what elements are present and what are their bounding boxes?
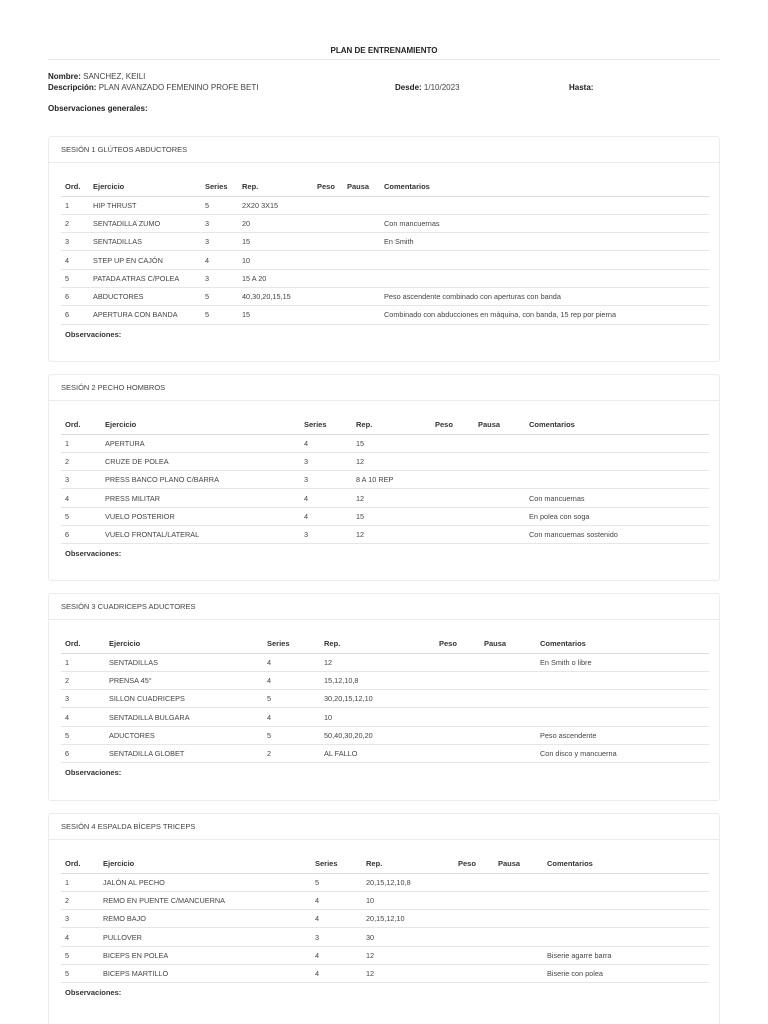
cell-rep: 12 (320, 653, 435, 671)
col-comentarios: Comentarios (380, 177, 709, 196)
cell-rep: 15 (352, 434, 431, 452)
cell-peso (313, 196, 343, 214)
table-header-row (61, 634, 709, 653)
session-rows (61, 196, 709, 324)
cell-ejercicio: APERTURA (101, 434, 300, 452)
cell-pausa (343, 214, 380, 232)
cell-pausa (343, 269, 380, 287)
session-card-3 (48, 593, 720, 801)
cell-pausa (494, 873, 543, 891)
cell-pausa (480, 653, 536, 671)
cell-peso (313, 287, 343, 305)
cell-comentarios (543, 928, 709, 946)
cell-pausa (494, 910, 543, 928)
cell-rep: 10 (362, 891, 454, 909)
col-rep: Rep. (352, 415, 431, 434)
table-row (61, 196, 709, 214)
cell-ord: 2 (61, 671, 105, 689)
cell-peso (454, 964, 494, 982)
cell-ejercicio: JALÓN AL PECHO (99, 873, 311, 891)
cell-series: 5 (263, 690, 320, 708)
desde-value: 1/10/2023 (423, 83, 460, 92)
session-table (61, 415, 709, 544)
cell-rep: 50,40,30,20,20 (320, 726, 435, 744)
session-card-1 (48, 136, 720, 362)
table-header-row (61, 854, 709, 873)
cell-rep: 20,15,12,10 (362, 910, 454, 928)
session-title: SESIÓN 4 ESPALDA BÍCEPS TRICEPS (49, 814, 719, 840)
cell-pausa (474, 507, 525, 525)
cell-ejercicio: BICEPS MARTILLO (99, 964, 311, 982)
col-rep: Rep. (362, 854, 454, 873)
cell-ord: 2 (61, 214, 89, 232)
cell-rep: 30,20,15,12,10 (320, 690, 435, 708)
session-card-2 (48, 374, 720, 581)
cell-ord: 6 (61, 525, 101, 543)
cell-series: 4 (300, 489, 352, 507)
cell-peso (313, 233, 343, 251)
cell-peso (454, 928, 494, 946)
cell-ejercicio: PRENSA 45° (105, 671, 263, 689)
cell-rep: 15 (352, 507, 431, 525)
table-row (61, 269, 709, 287)
cell-comentarios: En Smith (380, 233, 709, 251)
cell-pausa (480, 744, 536, 762)
cell-comentarios: Con mancuernas sostenido (525, 525, 709, 543)
page-title: PLAN DE ENTRENAMIENTO (330, 46, 438, 55)
cell-pausa (480, 708, 536, 726)
cell-comentarios (380, 251, 709, 269)
col-peso: Peso (454, 854, 494, 873)
cell-pausa (480, 726, 536, 744)
cell-ord: 3 (61, 690, 105, 708)
cell-peso (435, 708, 480, 726)
cell-comentarios (525, 452, 709, 470)
cell-comentarios: Biserie agarre barra (543, 946, 709, 964)
cell-ejercicio: CRUZE DE POLEA (101, 452, 300, 470)
table-row (61, 525, 709, 543)
table-row (61, 744, 709, 762)
cell-ejercicio: SENTADILLA ZUMO (89, 214, 201, 232)
cell-ejercicio: SENTADILLAS (89, 233, 201, 251)
cell-comentarios: En Smith o libre (536, 653, 709, 671)
col-ejercicio: Ejercicio (101, 415, 300, 434)
table-row (61, 452, 709, 470)
cell-series: 4 (263, 708, 320, 726)
session-table (61, 634, 709, 763)
cell-ejercicio: REMO BAJO (99, 910, 311, 928)
cell-rep: 10 (320, 708, 435, 726)
table-row (61, 306, 709, 324)
table-header-row (61, 177, 709, 196)
cell-peso (431, 471, 474, 489)
col-rep: Rep. (320, 634, 435, 653)
col-series: Series (311, 854, 362, 873)
cell-peso (435, 744, 480, 762)
cell-comentarios (380, 269, 709, 287)
cell-ord: 5 (61, 269, 89, 287)
session-table (61, 177, 709, 325)
table-row (61, 964, 709, 982)
col-pausa: Pausa (494, 854, 543, 873)
col-ord: Ord. (61, 415, 101, 434)
cell-comentarios: En polea con soga (525, 507, 709, 525)
cell-series: 3 (201, 269, 238, 287)
cell-ord: 1 (61, 196, 89, 214)
cell-series: 4 (300, 434, 352, 452)
cell-pausa (343, 251, 380, 269)
cell-rep: 12 (362, 946, 454, 964)
cell-peso (313, 214, 343, 232)
cell-ejercicio: VUELO FRONTAL/LATERAL (101, 525, 300, 543)
table-row (61, 214, 709, 232)
cell-series: 5 (263, 726, 320, 744)
cell-ejercicio: BICEPS EN POLEA (99, 946, 311, 964)
cell-pausa (494, 946, 543, 964)
cell-peso (431, 434, 474, 452)
col-rep: Rep. (238, 177, 313, 196)
cell-ejercicio: ADUCTORES (105, 726, 263, 744)
cell-rep: 15 (238, 306, 313, 324)
cell-ord: 5 (61, 507, 101, 525)
cell-rep: 15 (238, 233, 313, 251)
cell-ord: 5 (61, 726, 105, 744)
table-row (61, 471, 709, 489)
cell-ord: 5 (61, 964, 99, 982)
cell-series: 4 (311, 964, 362, 982)
cell-comentarios (536, 690, 709, 708)
cell-pausa (343, 306, 380, 324)
table-row (61, 489, 709, 507)
cell-comentarios (536, 708, 709, 726)
cell-ord: 3 (61, 910, 99, 928)
cell-peso (431, 507, 474, 525)
col-peso: Peso (431, 415, 474, 434)
cell-ejercicio: PATADA ATRAS C/POLEA (89, 269, 201, 287)
cell-rep: AL FALLO (320, 744, 435, 762)
cell-peso (454, 873, 494, 891)
table-header-row (61, 415, 709, 434)
col-ejercicio: Ejercicio (99, 854, 311, 873)
session-rows (61, 873, 709, 983)
cell-ord: 2 (61, 891, 99, 909)
cell-peso (431, 525, 474, 543)
cell-series: 3 (311, 928, 362, 946)
observaciones-generales (48, 104, 148, 113)
cell-comentarios (543, 873, 709, 891)
cell-rep: 12 (352, 525, 431, 543)
session-rows (61, 653, 709, 763)
col-pausa: Pausa (474, 415, 525, 434)
cell-ord: 1 (61, 873, 99, 891)
cell-peso (435, 671, 480, 689)
table-row (61, 287, 709, 305)
table-row (61, 726, 709, 744)
col-comentarios: Comentarios (536, 634, 709, 653)
cell-peso (313, 269, 343, 287)
cell-comentarios: Biserie con polea (543, 964, 709, 982)
table-row (61, 891, 709, 909)
col-peso: Peso (313, 177, 343, 196)
cell-ejercicio: SILLON CUADRICEPS (105, 690, 263, 708)
cell-comentarios: Combinado con abducciones en máquina, con banda, 15 rep por pierna (380, 306, 709, 324)
cell-series: 5 (201, 306, 238, 324)
cell-comentarios: Peso ascendente combinado con aperturas con banda (380, 287, 709, 305)
col-comentarios: Comentarios (525, 415, 709, 434)
col-ejercicio: Ejercicio (105, 634, 263, 653)
cell-ord: 4 (61, 251, 89, 269)
cell-series: 4 (300, 507, 352, 525)
cell-rep: 15 A 20 (238, 269, 313, 287)
cell-ejercicio: VUELO POSTERIOR (101, 507, 300, 525)
cell-series: 4 (311, 946, 362, 964)
col-pausa: Pausa (480, 634, 536, 653)
cell-ord: 6 (61, 287, 89, 305)
cell-ord: 3 (61, 471, 101, 489)
col-ord: Ord. (61, 177, 89, 196)
col-peso: Peso (435, 634, 480, 653)
cell-series: 4 (263, 653, 320, 671)
cell-series: 4 (311, 910, 362, 928)
cell-rep: 2X20 3X15 (238, 196, 313, 214)
cell-series: 3 (300, 525, 352, 543)
col-ord: Ord. (61, 634, 105, 653)
cell-peso (454, 891, 494, 909)
cell-ejercicio: REMO EN PUENTE C/MANCUERNA (99, 891, 311, 909)
cell-ejercicio: ABDUCTORES (89, 287, 201, 305)
cell-series: 3 (201, 233, 238, 251)
session-title: SESIÓN 2 PECHO HOMBROS (49, 375, 719, 401)
cell-series: 5 (201, 196, 238, 214)
table-row (61, 690, 709, 708)
table-row (61, 434, 709, 452)
cell-ord: 1 (61, 653, 105, 671)
table-row (61, 251, 709, 269)
cell-ord: 1 (61, 434, 101, 452)
cell-pausa (480, 671, 536, 689)
session-rows (61, 434, 709, 544)
cell-ord: 6 (61, 306, 89, 324)
cell-comentarios (543, 910, 709, 928)
cell-peso (454, 910, 494, 928)
table-row (61, 708, 709, 726)
col-series: Series (300, 415, 352, 434)
cell-peso (435, 690, 480, 708)
cell-series: 3 (300, 471, 352, 489)
table-row (61, 507, 709, 525)
cell-ejercicio: SENTADILLAS (105, 653, 263, 671)
cell-ord: 3 (61, 233, 89, 251)
table-row (61, 873, 709, 891)
cell-rep: 8 A 10 REP (352, 471, 431, 489)
cell-comentarios: Con mancuernas (525, 489, 709, 507)
col-pausa: Pausa (343, 177, 380, 196)
cell-pausa (343, 287, 380, 305)
cell-series: 5 (201, 287, 238, 305)
nombre-label: Nombre: (48, 72, 81, 81)
cell-rep: 30 (362, 928, 454, 946)
cell-ord: 4 (61, 928, 99, 946)
cell-ord: 4 (61, 708, 105, 726)
cell-comentarios: Peso ascendente (536, 726, 709, 744)
cell-rep: 12 (352, 489, 431, 507)
cell-pausa (474, 525, 525, 543)
col-comentarios: Comentarios (543, 854, 709, 873)
cell-ord: 4 (61, 489, 101, 507)
hasta-label: Hasta: (569, 83, 594, 92)
cell-series: 3 (300, 452, 352, 470)
cell-rep: 40,30,20,15,15 (238, 287, 313, 305)
hasta-field (569, 83, 593, 92)
cell-ejercicio: APERTURA CON BANDA (89, 306, 201, 324)
cell-rep: 20 (238, 214, 313, 232)
cell-comentarios: Con disco y mancuerna (536, 744, 709, 762)
cell-pausa (494, 964, 543, 982)
cell-ejercicio: PRESS BANCO PLANO C/BARRA (101, 471, 300, 489)
cell-comentarios (536, 671, 709, 689)
cell-ord: 6 (61, 744, 105, 762)
observaciones-label: Observaciones: (65, 549, 122, 559)
table-row (61, 671, 709, 689)
table-row (61, 928, 709, 946)
cell-rep: 20,15,12,10,8 (362, 873, 454, 891)
cell-series: 4 (311, 891, 362, 909)
cell-pausa (494, 891, 543, 909)
session-title: SESIÓN 3 CUADRICEPS ADUCTORES (49, 594, 719, 620)
descripcion-field (48, 83, 258, 92)
session-card-4 (48, 813, 720, 1024)
cell-pausa (343, 233, 380, 251)
cell-peso (313, 251, 343, 269)
cell-peso (431, 489, 474, 507)
table-row (61, 653, 709, 671)
cell-ejercicio: SENTADILLA GLOBET (105, 744, 263, 762)
cell-series: 4 (201, 251, 238, 269)
col-ejercicio: Ejercicio (89, 177, 201, 196)
cell-pausa (494, 928, 543, 946)
nombre-value: SANCHEZ, KEILI (83, 72, 146, 81)
cell-series: 2 (263, 744, 320, 762)
col-ord: Ord. (61, 854, 99, 873)
cell-pausa (343, 196, 380, 214)
cell-ejercicio: HIP THRUST (89, 196, 201, 214)
cell-ejercicio: STEP UP EN CAJÓN (89, 251, 201, 269)
cell-rep: 12 (352, 452, 431, 470)
desde-field (395, 83, 460, 92)
descripcion-label: Descripción: (48, 83, 97, 92)
cell-comentarios (380, 196, 709, 214)
cell-ord: 2 (61, 452, 101, 470)
cell-pausa (474, 489, 525, 507)
cell-comentarios (543, 891, 709, 909)
cell-ejercicio: PULLOVER (99, 928, 311, 946)
cell-rep: 10 (238, 251, 313, 269)
cell-ejercicio: PRESS MILITAR (101, 489, 300, 507)
cell-comentarios (525, 434, 709, 452)
table-row (61, 233, 709, 251)
observaciones-label: Observaciones: (65, 768, 122, 778)
col-series: Series (201, 177, 238, 196)
session-table (61, 854, 709, 983)
desde-label: Desde: (395, 83, 422, 92)
cell-series: 4 (263, 671, 320, 689)
cell-rep: 12 (362, 964, 454, 982)
observaciones-label: Observaciones: (65, 329, 122, 339)
session-title: SESIÓN 1 GLÚTEOS ABDUCTORES (49, 137, 719, 163)
cell-peso (435, 653, 480, 671)
nombre-field (48, 72, 145, 81)
cell-peso (454, 946, 494, 964)
descripcion-value: PLAN AVANZADO FEMENINO PROFE BETI (98, 83, 259, 92)
cell-peso (431, 452, 474, 470)
cell-pausa (474, 471, 525, 489)
cell-ord: 5 (61, 946, 99, 964)
cell-series: 3 (201, 214, 238, 232)
observaciones-label: Observaciones: (65, 988, 122, 998)
cell-comentarios: Con mancuernas (380, 214, 709, 232)
cell-series: 5 (311, 873, 362, 891)
cell-rep: 15,12,10,8 (320, 671, 435, 689)
cell-pausa (474, 434, 525, 452)
cell-peso (435, 726, 480, 744)
cell-pausa (474, 452, 525, 470)
table-row (61, 910, 709, 928)
cell-peso (313, 306, 343, 324)
cell-comentarios (525, 471, 709, 489)
cell-ejercicio: SENTADILLA BULGARA (105, 708, 263, 726)
col-series: Series (263, 634, 320, 653)
cell-pausa (480, 690, 536, 708)
table-row (61, 946, 709, 964)
title-divider (48, 59, 720, 60)
observaciones-generales-label: Observaciones generales: (48, 104, 148, 113)
